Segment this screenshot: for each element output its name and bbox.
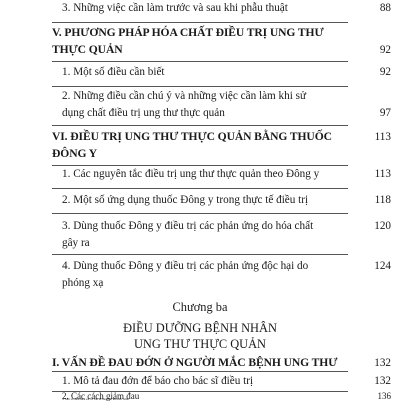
toc-section-label-line1: V. PHƯƠNG PHÁP HÓA CHẤT ĐIỀU TRỊ UNG THƯ: [52, 26, 324, 39]
toc-entry-label-line1: 3. Dùng thuốc Đông y điều trị các phản ứng do hóa chất: [62, 220, 314, 232]
chapter-title-line2: UNG THƯ THỰC QUẢN: [133, 337, 266, 351]
divider: [52, 125, 348, 126]
divider: [52, 86, 348, 87]
toc-entry-label: 2. Một số ứng dụng thuốc Đông y trong thực tế điều trị: [62, 194, 309, 206]
toc-section-page: 132: [374, 357, 391, 369]
toc-entry-label: 3. Những việc cần làm trước và sau khi phẫu thuật: [62, 2, 288, 14]
toc-section-label-line1: VI. ĐIỀU TRỊ UNG THƯ THỰC QUẢN BẰNG THUỐC: [52, 130, 332, 143]
toc-section-page: 113: [374, 131, 391, 143]
toc-section-label: I. VẤN ĐỀ ĐAU ĐỚN Ở NGƯỜI MẮC BỆNH UNG THƯ: [52, 356, 338, 369]
toc-entry-page: 136: [377, 391, 391, 401]
toc-entry-label: 1. Các nguyên tắc điều trị ung thư thực quản theo Đông y: [62, 168, 320, 180]
toc-entry-page: 132: [374, 375, 391, 387]
toc-section-label-line2: THỰC QUẢN: [52, 43, 123, 56]
toc-entry-page: 97: [379, 107, 391, 119]
toc-entry-page: 120: [374, 220, 391, 232]
toc-section-label-line2: ĐÔNG Y: [52, 147, 98, 160]
divider: [52, 61, 348, 62]
divider: [52, 254, 348, 255]
toc-entry-label: 2. Các cách giảm đau: [62, 391, 140, 401]
toc-entry-page: 92: [379, 66, 391, 78]
toc-entry-page: 113: [374, 168, 391, 180]
toc-entry-label-line1: 4. Dùng thuốc Đông y điều trị các phản ứng độc hại do: [62, 260, 309, 272]
toc-entry-page: 118: [374, 194, 391, 206]
divider: [52, 213, 348, 214]
chapter-heading: Chương ba: [172, 300, 228, 314]
toc-entry-label: 1. Một số điều cần biết: [62, 66, 165, 78]
toc-entry-page: 124: [374, 260, 391, 272]
divider: [52, 188, 348, 189]
divider: [52, 165, 348, 166]
divider: [52, 22, 348, 23]
toc-entry-page: 88: [379, 2, 391, 14]
divider: [52, 371, 348, 372]
toc-section-page: 92: [379, 44, 391, 56]
toc-entry-label: 1. Mô tả đau đớn để báo cho bác sĩ điều trị: [62, 375, 254, 387]
toc-entry-label-line1: 2. Những điều cần chú ý và những việc cần làm khi sử: [62, 90, 307, 102]
toc-entry-label-line2: dụng chất điều trị ung thư thực quản: [62, 107, 225, 119]
chapter-title-line1: ĐIỀU DƯỠNG BỆNH NHÂN: [123, 321, 277, 335]
toc-entry-label-line2: gây ra: [62, 237, 90, 249]
toc-entry-label-line2: phóng xạ: [62, 277, 104, 289]
toc-entry-label: 3. Một số điều hiểu sai về vấn đề đau đớn khi mắc bệnh: [62, 398, 129, 400]
